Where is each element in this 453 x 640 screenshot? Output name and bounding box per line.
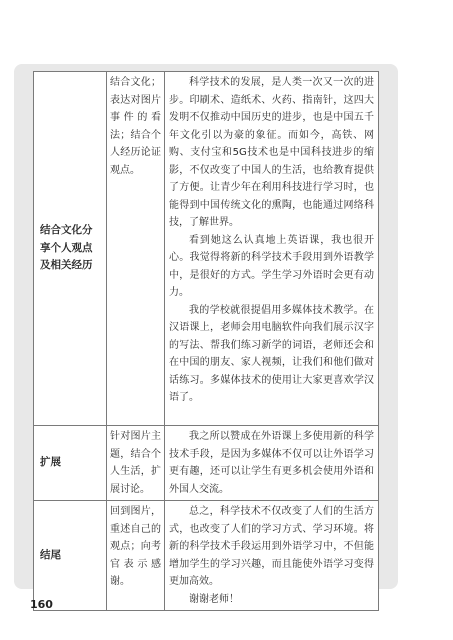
row-content bbox=[165, 72, 379, 426]
row-label: 结合文化分享个人观点及相关经历 bbox=[34, 72, 107, 426]
table-row bbox=[34, 501, 379, 611]
row-content bbox=[165, 501, 379, 611]
speech-structure-table bbox=[33, 71, 379, 611]
row-note: 结合文化；表达对图片事件的看法；结合个人经历论证观点。 bbox=[107, 72, 165, 426]
row-note: 回到图片，重述自己的观点；向考官表示感谢。 bbox=[107, 501, 165, 611]
content-paragraph: 我的学校就很提倡用多媒体技术教学。在汉语课上，老师会用电脑软件向我们展示汉字的写法、帮我们练习新学的词语，老师还会和在中国的朋友、家人视频，让我们和他们做对话练习。多媒体技术的使用让大家更喜欢学汉语了。 bbox=[169, 304, 374, 403]
row-content bbox=[165, 426, 379, 501]
table-row bbox=[34, 426, 379, 501]
content-paragraph: 总之，科学技术不仅改变了人们的生活方式，也改变了人们的学习方式、学习环境。将新的科学技术手段运用到外语学习中，不但能增加学生的学习兴趣，而且能使外语学习变得更加高效。 bbox=[169, 506, 374, 587]
row-label: 扩展 bbox=[34, 426, 107, 501]
table-row bbox=[34, 72, 379, 426]
page-number: 160 bbox=[30, 598, 53, 611]
row-label: 结尾 bbox=[34, 501, 107, 611]
content-paragraph: 科学技术的发展，是人类一次又一次的进步。印刷术、造纸术、火药、指南针，这四大发明不仅推动中国历史的进步，也是中国五千年文化引以为豪的象征。而如今，高铁、网购、支付宝和5G技术也是中国科技进步的缩影，不仅改变了中国人的生活，也给教育提供了方便。让青少年在利用科技进行学习时，也能得到中国传统文化的熏陶，也能通过网络科技，了解世界。 bbox=[169, 77, 374, 228]
row-note: 针对图片主题，结合个人生活，扩展讨论。 bbox=[107, 426, 165, 501]
content-paragraph: 看到她这么认真地上英语课，我也很开心。我觉得将新的科学技术手段用到外语教学中，是很好的方式。学生学习外语时会更有动力。 bbox=[169, 234, 374, 298]
content-paragraph: 谢谢老师！ bbox=[189, 593, 239, 605]
content-paragraph: 我之所以赞成在外语课上多使用新的科学技术手段，是因为多媒体不仅可以让外语学习更有趣，还可以让学生有更多机会使用外语和外国人交流。 bbox=[169, 431, 374, 495]
